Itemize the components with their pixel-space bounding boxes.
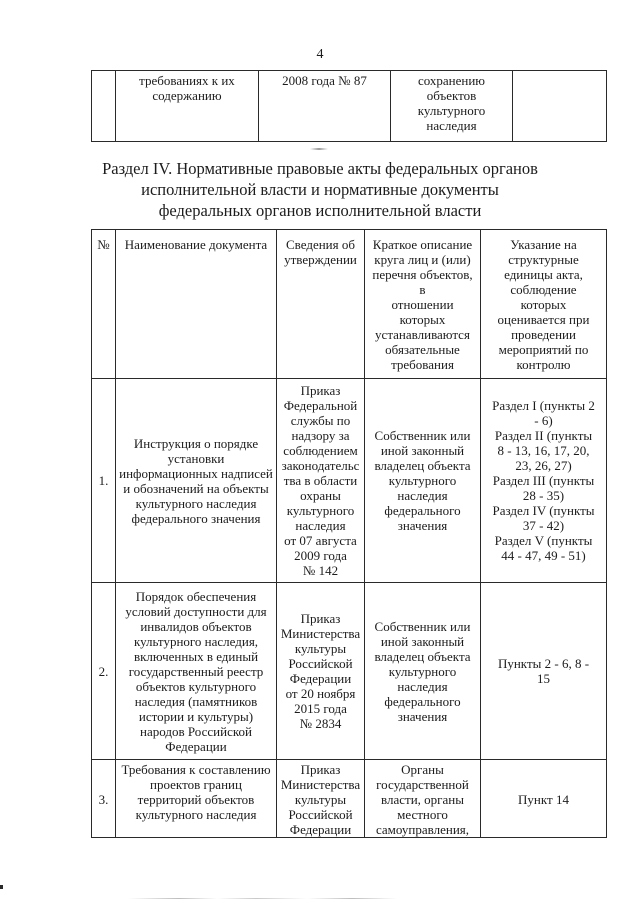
- header-structural-units: Указание на структурные единицы акта, соблюдение которых оценивается при проведении мероприятий по контролю: [481, 230, 607, 379]
- continuation-cell-approval: 2008 года № 87: [259, 71, 391, 142]
- header-document-name: Наименование документа: [116, 230, 277, 379]
- row-scope-description: Собственник или иной законный владелец объекта культурного наследия федерального значения: [365, 379, 481, 583]
- scan-smudge: [310, 148, 328, 150]
- row-scope-description: Собственник или иной законный владелец объекта культурного наследия федерального значения: [365, 583, 481, 760]
- header-number: №: [92, 230, 116, 379]
- continuation-row: [92, 71, 607, 142]
- scan-bottom-noise: [0, 898, 640, 899]
- continuation-table: [91, 70, 607, 142]
- row-document-name: Требования к составлению проектов границ территорий объектов культурного наследия: [116, 760, 277, 838]
- continuation-cell-name: требованиях к их содержанию: [116, 71, 259, 142]
- row-approval-info: Приказ Министерства культуры Российской Федерации от 20 ноября 2015 года № 2834: [277, 583, 365, 760]
- section-title: Раздел IV. Нормативные правовые акты федеральных органов исполнительной власти и нормативные документы федеральных органов исполнительной власти: [102, 159, 538, 220]
- row-scope-description: Органы государственной власти, органы местного самоуправления,: [365, 760, 481, 838]
- table-row: [92, 379, 607, 583]
- row-structural-units: Раздел I (пункты 2 - 6) Раздел II (пункты 8 - 13, 16, 17, 20, 23, 26, 27) Раздел III (пункты 28 - 35) Раздел IV (пункты 37 - 42) Раздел V (пункты 44 - 47, 49 - 51): [481, 379, 607, 583]
- header-approval-info: Сведения об утверждении: [277, 230, 365, 379]
- continuation-cell-units: [513, 71, 607, 142]
- table-row: [92, 583, 607, 760]
- row-structural-units: Пункт 14: [481, 760, 607, 838]
- header-scope-description: Краткое описание круга лиц и (или) перечня объектов, в отношении которых устанавливаются обязательные требования: [365, 230, 481, 379]
- continuation-cell-scope: сохранению объектов культурного наследия: [391, 71, 513, 142]
- page-number: 4: [316, 47, 324, 62]
- row-number: 2.: [92, 583, 116, 760]
- row-document-name: Порядок обеспечения условий доступности для инвалидов объектов культурного наследия, включенных в единый государственный реестр объектов культурного наследия (памятников истории и культуры) народов Российской Федерации: [116, 583, 277, 760]
- row-approval-info: Приказ Министерства культуры Российской Федерации: [277, 760, 365, 838]
- regulations-table: [91, 229, 607, 838]
- continuation-cell-number: [92, 71, 116, 142]
- scan-edge-mark: [0, 885, 3, 889]
- table-header-row: [92, 230, 607, 379]
- row-structural-units: Пункты 2 - 6, 8 - 15: [481, 583, 607, 760]
- row-approval-info: Приказ Федеральной службы по надзору за соблюдением законодательс тва в области охраны культурного наследия от 07 августа 2009 года № 142: [277, 379, 365, 583]
- row-number: 1.: [92, 379, 116, 583]
- row-number: 3.: [92, 760, 116, 838]
- row-document-name: Инструкция о порядке установки информационных надписей и обозначений на объекты культурного наследия федерального значения: [116, 379, 277, 583]
- table-row: [92, 760, 607, 838]
